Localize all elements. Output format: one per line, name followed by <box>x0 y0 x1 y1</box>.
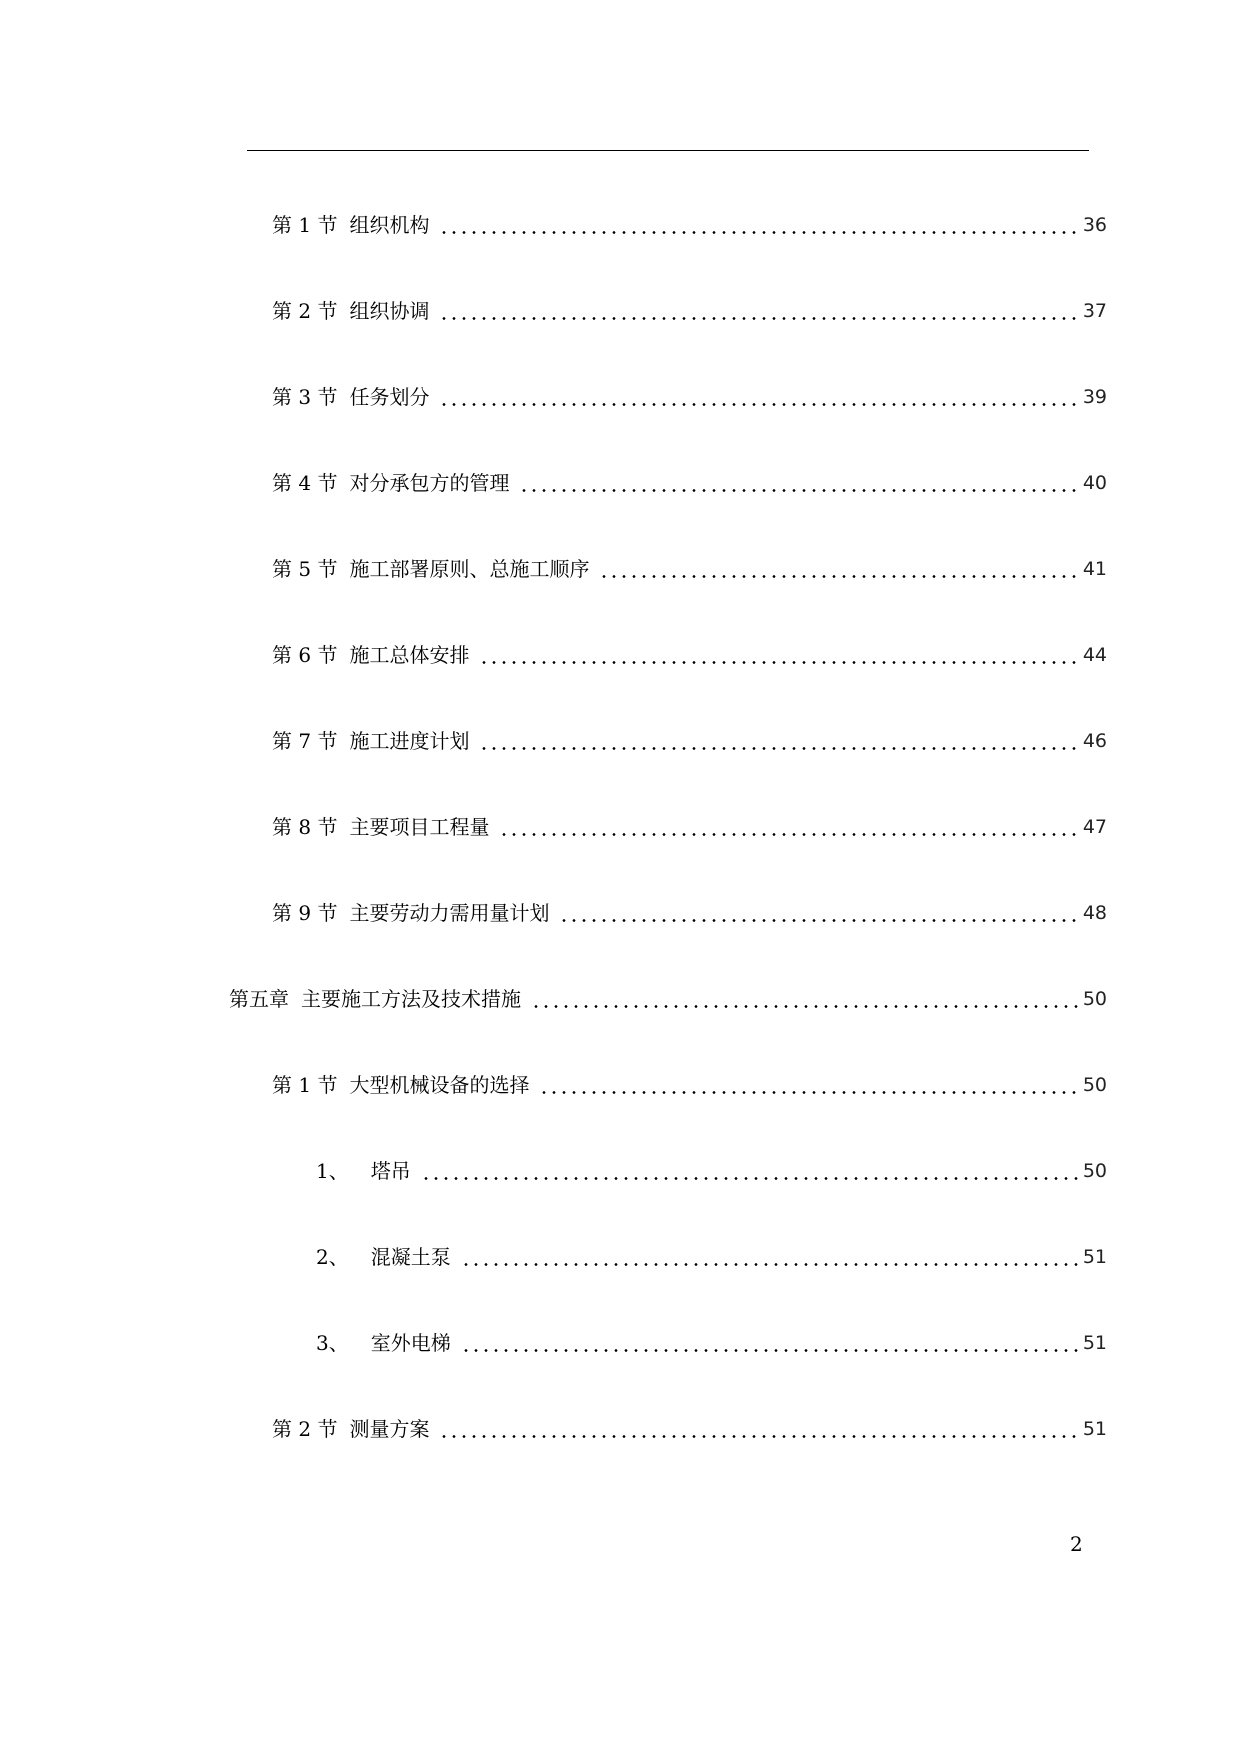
toc-entry[interactable] <box>272 807 1107 847</box>
toc-entry-title: 大型机械设备的选择 <box>349 1073 530 1097</box>
toc-entry-title: 组织机构 <box>349 213 430 237</box>
toc-entry-number: 第 9 节 <box>272 901 338 925</box>
toc-entry-number: 第五章 <box>229 987 289 1011</box>
toc-entry[interactable] <box>272 893 1107 933</box>
toc-entry-page: 48 <box>1082 902 1107 924</box>
toc-dot-leader <box>437 1409 1080 1449</box>
toc-entry-title: 主要施工方法及技术措施 <box>301 987 521 1011</box>
toc-entry-number: 第 3 节 <box>272 385 338 409</box>
toc-entry[interactable] <box>272 1065 1107 1105</box>
toc-dot-leader <box>477 721 1080 761</box>
toc-entry-label <box>229 979 529 1019</box>
toc-entry[interactable] <box>272 377 1107 417</box>
toc-entry-number: 第 2 节 <box>272 299 338 323</box>
toc-entry-label <box>272 893 557 933</box>
toc-dot-leader <box>437 377 1080 417</box>
toc-entry-page: 50 <box>1082 1160 1107 1182</box>
toc-dot-leader <box>517 463 1080 503</box>
toc-entry-label <box>272 1409 437 1449</box>
toc-dot-leader <box>557 893 1080 933</box>
toc-entry[interactable] <box>272 721 1107 761</box>
toc-entry-title: 塔吊 <box>370 1159 411 1183</box>
toc-entry-label <box>272 635 477 675</box>
toc-dot-leader <box>477 635 1080 675</box>
toc-entry-page: 50 <box>1082 1074 1107 1096</box>
page-number: 2 <box>1070 1532 1083 1556</box>
toc-entry-label <box>272 1065 537 1105</box>
toc-entry-title: 对分承包方的管理 <box>349 471 510 495</box>
toc-entry-title: 组织协调 <box>349 299 430 323</box>
toc-entry-title: 混凝土泵 <box>370 1245 451 1269</box>
toc-dot-leader <box>459 1323 1081 1363</box>
toc-entry-page: 51 <box>1082 1332 1107 1354</box>
toc-entry-label <box>316 1237 459 1277</box>
toc-entry-number: 2、 <box>316 1245 349 1269</box>
toc-entry-page: 36 <box>1082 214 1107 236</box>
toc-dot-leader <box>497 807 1080 847</box>
toc-dot-leader <box>437 291 1080 331</box>
toc-entry[interactable] <box>272 635 1107 675</box>
toc-entry-page: 51 <box>1082 1246 1107 1268</box>
toc-entry-number: 第 1 节 <box>272 213 338 237</box>
toc-entry-page: 37 <box>1082 300 1107 322</box>
toc-entry-title: 施工总体安排 <box>349 643 470 667</box>
toc-entry-page: 41 <box>1082 558 1107 580</box>
toc-entry-title: 主要项目工程量 <box>349 815 490 839</box>
toc-entry-page: 47 <box>1082 816 1107 838</box>
toc-entry-number: 第 6 节 <box>272 643 338 667</box>
toc-dot-leader <box>459 1237 1081 1277</box>
toc-chapter-entry[interactable] <box>229 979 1107 1019</box>
toc-entry-title: 施工部署原则、总施工顺序 <box>349 557 590 581</box>
toc-dot-leader <box>437 205 1080 245</box>
toc-entry-title: 测量方案 <box>349 1417 430 1441</box>
toc-entry-page: 39 <box>1082 386 1107 408</box>
toc-dot-leader <box>537 1065 1080 1105</box>
header-rule <box>247 150 1089 151</box>
toc-entry-label <box>272 205 437 245</box>
toc-entry-number: 第 8 节 <box>272 815 338 839</box>
toc-dot-leader <box>419 1151 1081 1191</box>
toc-entry[interactable] <box>272 549 1107 589</box>
toc-entry-label <box>316 1323 459 1363</box>
toc-entry-number: 第 7 节 <box>272 729 338 753</box>
toc-entry-number: 第 2 节 <box>272 1417 338 1441</box>
toc-entry-label <box>316 1151 419 1191</box>
toc-entry-number: 第 1 节 <box>272 1073 338 1097</box>
toc-entry[interactable] <box>272 291 1107 331</box>
toc-dot-leader <box>597 549 1080 589</box>
toc-entry-number: 1、 <box>316 1159 349 1183</box>
toc-entry-label <box>272 291 437 331</box>
toc-entry[interactable] <box>272 463 1107 503</box>
toc-entry-number: 3、 <box>316 1331 349 1355</box>
toc-entry-label <box>272 377 437 417</box>
toc-entry-title: 任务划分 <box>349 385 430 409</box>
toc-entry-title: 施工进度计划 <box>349 729 470 753</box>
toc-entry-page: 46 <box>1082 730 1107 752</box>
toc-entry-label <box>272 807 497 847</box>
toc-subentry[interactable] <box>316 1151 1107 1191</box>
toc-entry-page: 40 <box>1082 472 1107 494</box>
toc-subentry[interactable] <box>316 1237 1107 1277</box>
toc-dot-leader <box>529 979 1081 1019</box>
toc-entry-page: 50 <box>1082 988 1107 1010</box>
toc-entry-label <box>272 721 477 761</box>
toc-entry-page: 51 <box>1082 1418 1107 1440</box>
toc-entry-number: 第 5 节 <box>272 557 338 581</box>
toc-entry[interactable] <box>272 1409 1107 1449</box>
toc-entry[interactable] <box>272 205 1107 245</box>
toc-entry-page: 44 <box>1082 644 1107 666</box>
toc-subentry[interactable] <box>316 1323 1107 1363</box>
toc-entry-label <box>272 549 597 589</box>
toc-entry-title: 室外电梯 <box>370 1331 451 1355</box>
toc-entry-label <box>272 463 517 503</box>
toc-entry-number: 第 4 节 <box>272 471 338 495</box>
toc-entry-title: 主要劳动力需用量计划 <box>349 901 550 925</box>
